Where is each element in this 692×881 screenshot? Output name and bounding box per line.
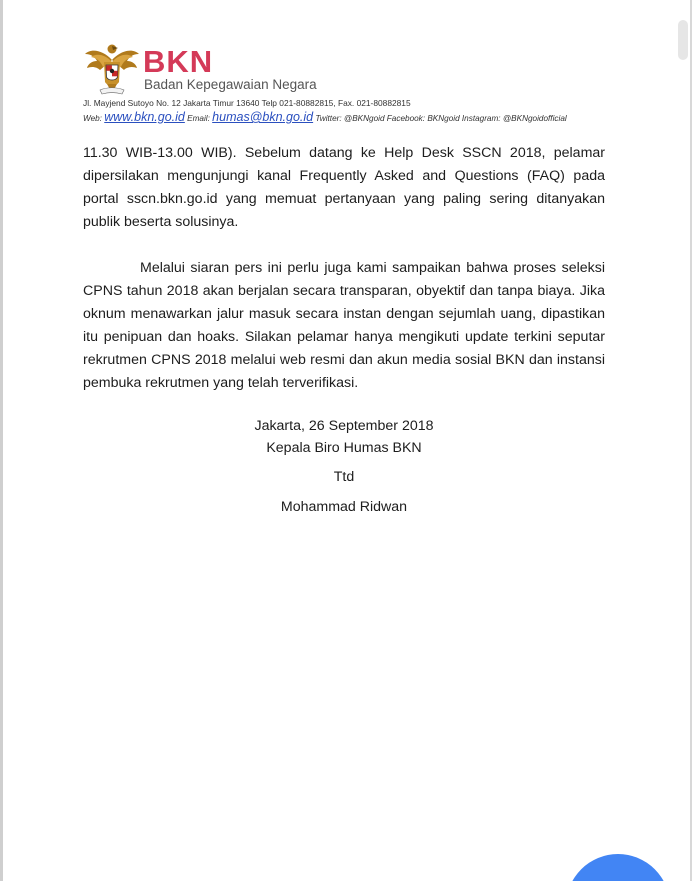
body-paragraph-2: Melalui siaran pers ini perlu juga kami sampaikan bahwa proses seleksi CPNS tahun 2018 akan berjalan secara transparan, obyektif dan tanpa biaya. Jika oknum menawarkan jalur masuk secara instan dengan sejumlah uang, dipastikan itu penipuan dan hoaks. Silakan pelamar hanya mengikuti update terkini seputar rekrutmen CPNS 2018 melalui web resmi dan akun media sosial BKN dan instansi pembuka rekrutmen yang telah terverifikasi. xyxy=(83,260,605,391)
email-link[interactable]: humas@bkn.go.id xyxy=(212,110,314,124)
agency-name: Badan Kepegawaian Negara xyxy=(144,77,317,92)
web-label: Web: xyxy=(83,114,102,123)
signature-mark: Ttd xyxy=(333,469,355,485)
garuda-emblem-icon xyxy=(83,40,141,98)
page-left-border xyxy=(0,0,3,881)
closing-place-date: Jakarta, 26 September 2018 xyxy=(254,418,434,434)
floating-action-button[interactable] xyxy=(566,854,670,881)
contact-line xyxy=(83,111,567,124)
email-label: Email: xyxy=(187,114,210,123)
office-address: Jl. Mayjend Sutoyo No. 12 Jakarta Timur 13640 Telp 021-80882815, Fax. 021-80882815 xyxy=(83,98,411,108)
brand-name: BKN xyxy=(143,44,214,79)
social-media-handles: Twitter: @BKNgoid Facebook: BKNgoid Instagram: @BKNgoidofficial xyxy=(315,114,567,123)
website-link[interactable]: www.bkn.go.id xyxy=(104,110,185,124)
body-paragraph-1: 11.30 WIB-13.00 WIB). Sebelum datang ke Help Desk SSCN 2018, pelamar dipersilakan mengunjungi kanal Frequently Asked and Questions (FAQ) pada portal sscn.bkn.go.id yang memuat pertanyaan yang paling sering ditanyakan publik beserta solusinya. xyxy=(83,145,605,230)
closing-position: Kepala Biro Humas BKN xyxy=(266,440,422,456)
signatory-name: Mohammad Ridwan xyxy=(280,499,408,515)
scrollbar-thumb[interactable] xyxy=(678,20,688,60)
